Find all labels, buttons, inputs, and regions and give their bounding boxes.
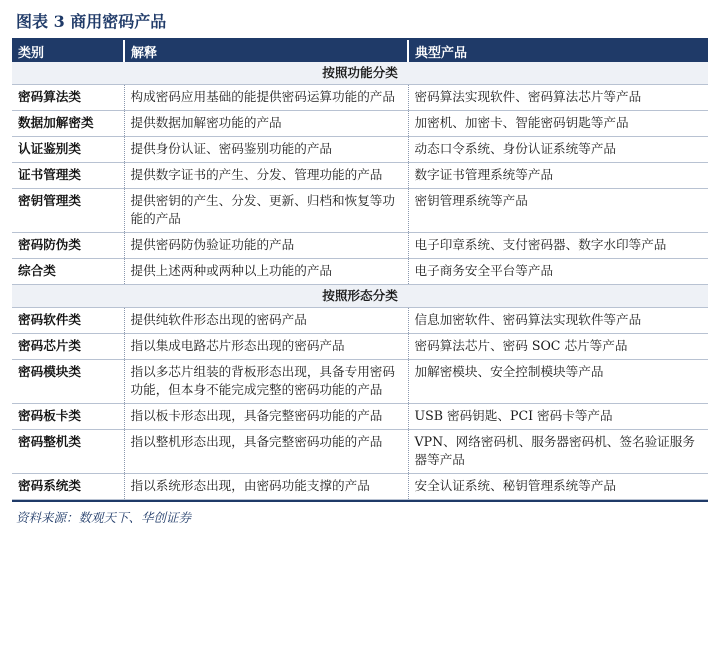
cell-products: USB 密码钥匙、PCI 密码卡等产品 — [408, 404, 708, 430]
section-row — [12, 285, 708, 308]
table-row — [12, 233, 708, 259]
cell-products: 数字证书管理系统等产品 — [408, 163, 708, 189]
cell-products: 电子印章系统、支付密码器、数字水印等产品 — [408, 233, 708, 259]
table-wrapper — [12, 40, 708, 502]
table-row — [12, 259, 708, 285]
table-row — [12, 308, 708, 334]
cell-category: 数据加解密类 — [12, 111, 124, 137]
cell-products: 加密机、加密卡、智能密码钥匙等产品 — [408, 111, 708, 137]
cell-category: 密码算法类 — [12, 85, 124, 111]
cell-explanation: 提供密钥的产生、分发、更新、归档和恢复等功能的产品 — [124, 189, 408, 233]
cell-category: 认证鉴别类 — [12, 137, 124, 163]
table-row — [12, 85, 708, 111]
cell-explanation: 提供上述两种或两种以上功能的产品 — [124, 259, 408, 285]
page-title: 图表 3 商用密码产品 — [16, 12, 167, 31]
table-row — [12, 111, 708, 137]
cell-category: 密码模块类 — [12, 360, 124, 404]
cell-products: 密码算法实现软件、密码算法芯片等产品 — [408, 85, 708, 111]
table-row — [12, 137, 708, 163]
cell-products: 动态口令系统、身份认证系统等产品 — [408, 137, 708, 163]
cell-category: 密码防伪类 — [12, 233, 124, 259]
cell-explanation: 指以整机形态出现，具备完整密码功能的产品 — [124, 430, 408, 474]
cell-category: 密码软件类 — [12, 308, 124, 334]
cell-category: 证书管理类 — [12, 163, 124, 189]
cell-category: 密码芯片类 — [12, 334, 124, 360]
table-row — [12, 474, 708, 500]
cell-explanation: 提供密码防伪验证功能的产品 — [124, 233, 408, 259]
cell-explanation: 提供身份认证、密码鉴别功能的产品 — [124, 137, 408, 163]
cell-products: 密钥管理系统等产品 — [408, 189, 708, 233]
table-row — [12, 189, 708, 233]
cell-category: 密钥管理类 — [12, 189, 124, 233]
cell-explanation: 指以多芯片组装的背板形态出现，具备专用密码功能，但本身不能完成完整的密码功能的产品 — [124, 360, 408, 404]
cell-products: 加解密模块、安全控制模块等产品 — [408, 360, 708, 404]
table-row — [12, 334, 708, 360]
section-label: 按照功能分类 — [12, 62, 708, 85]
cell-products: 密码算法芯片、密码 SOC 芯片等产品 — [408, 334, 708, 360]
table-row — [12, 404, 708, 430]
cell-products: 电子商务安全平台等产品 — [408, 259, 708, 285]
cell-explanation: 指以板卡形态出现，具备完整密码功能的产品 — [124, 404, 408, 430]
section-label: 按照形态分类 — [12, 285, 708, 308]
source-note: 资料来源：数观天下、华创证券 — [16, 510, 192, 525]
section-row — [12, 62, 708, 85]
cell-category: 密码板卡类 — [12, 404, 124, 430]
cell-products: VPN、网络密码机、服务器密码机、签名验证服务器等产品 — [408, 430, 708, 474]
header-category: 类别 — [12, 40, 124, 62]
cell-category: 综合类 — [12, 259, 124, 285]
cell-explanation: 指以集成电路芯片形态出现的密码产品 — [124, 334, 408, 360]
table-row — [12, 360, 708, 404]
cell-explanation: 指以系统形态出现，由密码功能支撑的产品 — [124, 474, 408, 500]
cell-category: 密码系统类 — [12, 474, 124, 500]
cell-products: 信息加密软件、密码算法实现软件等产品 — [408, 308, 708, 334]
cell-explanation: 构成密码应用基础的能提供密码运算功能的产品 — [124, 85, 408, 111]
table-row — [12, 430, 708, 474]
cell-category: 密码整机类 — [12, 430, 124, 474]
cell-explanation: 提供数据加解密功能的产品 — [124, 111, 408, 137]
products-table — [12, 40, 708, 500]
cell-explanation: 提供纯软件形态出现的密码产品 — [124, 308, 408, 334]
cell-explanation: 提供数字证书的产生、分发、管理功能的产品 — [124, 163, 408, 189]
cell-products: 安全认证系统、秘钥管理系统等产品 — [408, 474, 708, 500]
table-header-row — [12, 40, 708, 62]
header-explanation: 解释 — [124, 40, 408, 62]
header-products: 典型产品 — [408, 40, 708, 62]
table-body — [12, 62, 708, 500]
table-row — [12, 163, 708, 189]
